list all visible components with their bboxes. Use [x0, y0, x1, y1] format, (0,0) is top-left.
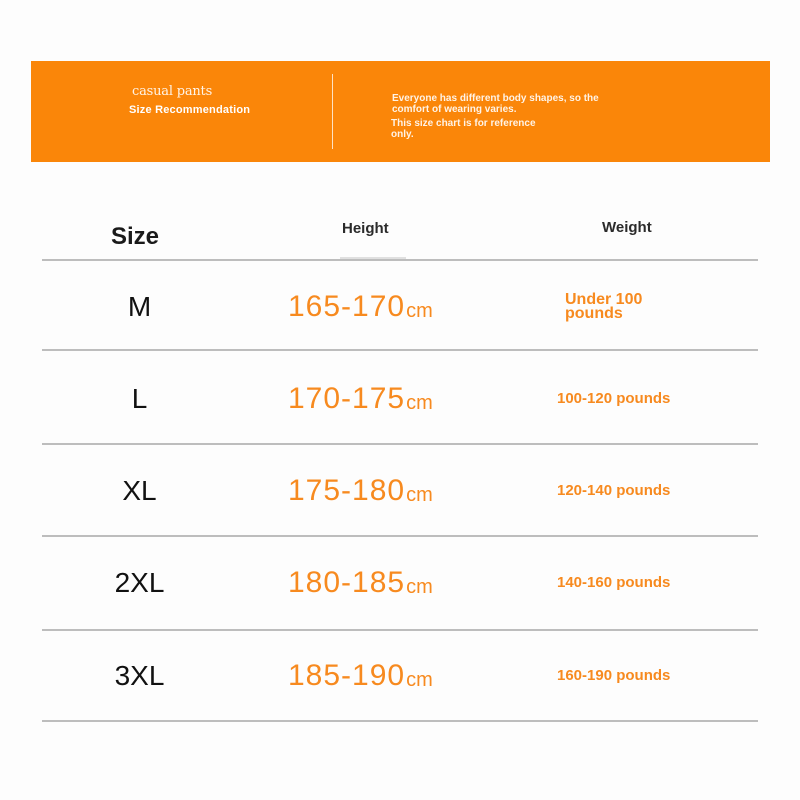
size-cell: XL — [122, 475, 157, 506]
height-range: 180-185 — [288, 566, 406, 599]
height-range: 165-170 — [288, 290, 406, 323]
table-divider — [42, 720, 758, 722]
size-row-m — [42, 261, 758, 353]
height-cell — [288, 537, 433, 629]
size-cell: 3XL — [114, 660, 165, 691]
column-header-height: Height — [342, 220, 389, 237]
size-row-l — [42, 353, 758, 445]
banner-divider — [332, 74, 333, 149]
height-unit: cm — [406, 668, 433, 691]
height-range: 170-175 — [288, 382, 406, 415]
header-banner — [31, 61, 770, 162]
height-cell — [288, 353, 433, 445]
column-header-weight: Weight — [602, 219, 652, 236]
height-unit: cm — [406, 299, 433, 322]
height-range: 175-180 — [288, 474, 406, 507]
weight-cell: Under 100 pounds — [565, 291, 643, 322]
banner-note-reference: This size chart is for reference only. — [391, 118, 536, 140]
table-divider — [42, 349, 758, 351]
size-row-2xl — [42, 537, 758, 629]
weight-cell: 100-120 pounds — [557, 390, 671, 407]
weight-cell: 160-190 pounds — [557, 667, 671, 684]
height-range: 185-190 — [288, 659, 406, 692]
height-unit: cm — [406, 483, 433, 506]
height-cell — [288, 630, 433, 722]
banner-note-body-shapes: Everyone has different body shapes, so the comfort of wearing varies. — [392, 93, 599, 115]
size-cell: L — [131, 383, 148, 414]
column-header-size: Size — [111, 223, 160, 250]
height-unit: cm — [406, 391, 433, 414]
size-cell: 2XL — [114, 567, 165, 598]
size-cell: M — [127, 291, 152, 322]
weight-cell: 120-140 pounds — [557, 482, 671, 499]
product-subtitle: casual pants — [132, 84, 213, 99]
size-row-xl — [42, 445, 758, 537]
weight-cell: 140-160 pounds — [557, 574, 671, 591]
height-unit: cm — [406, 575, 433, 598]
size-row-3xl — [42, 630, 758, 722]
height-cell — [288, 445, 433, 537]
banner-title: Size Recommendation — [129, 104, 251, 116]
height-cell — [288, 261, 433, 353]
